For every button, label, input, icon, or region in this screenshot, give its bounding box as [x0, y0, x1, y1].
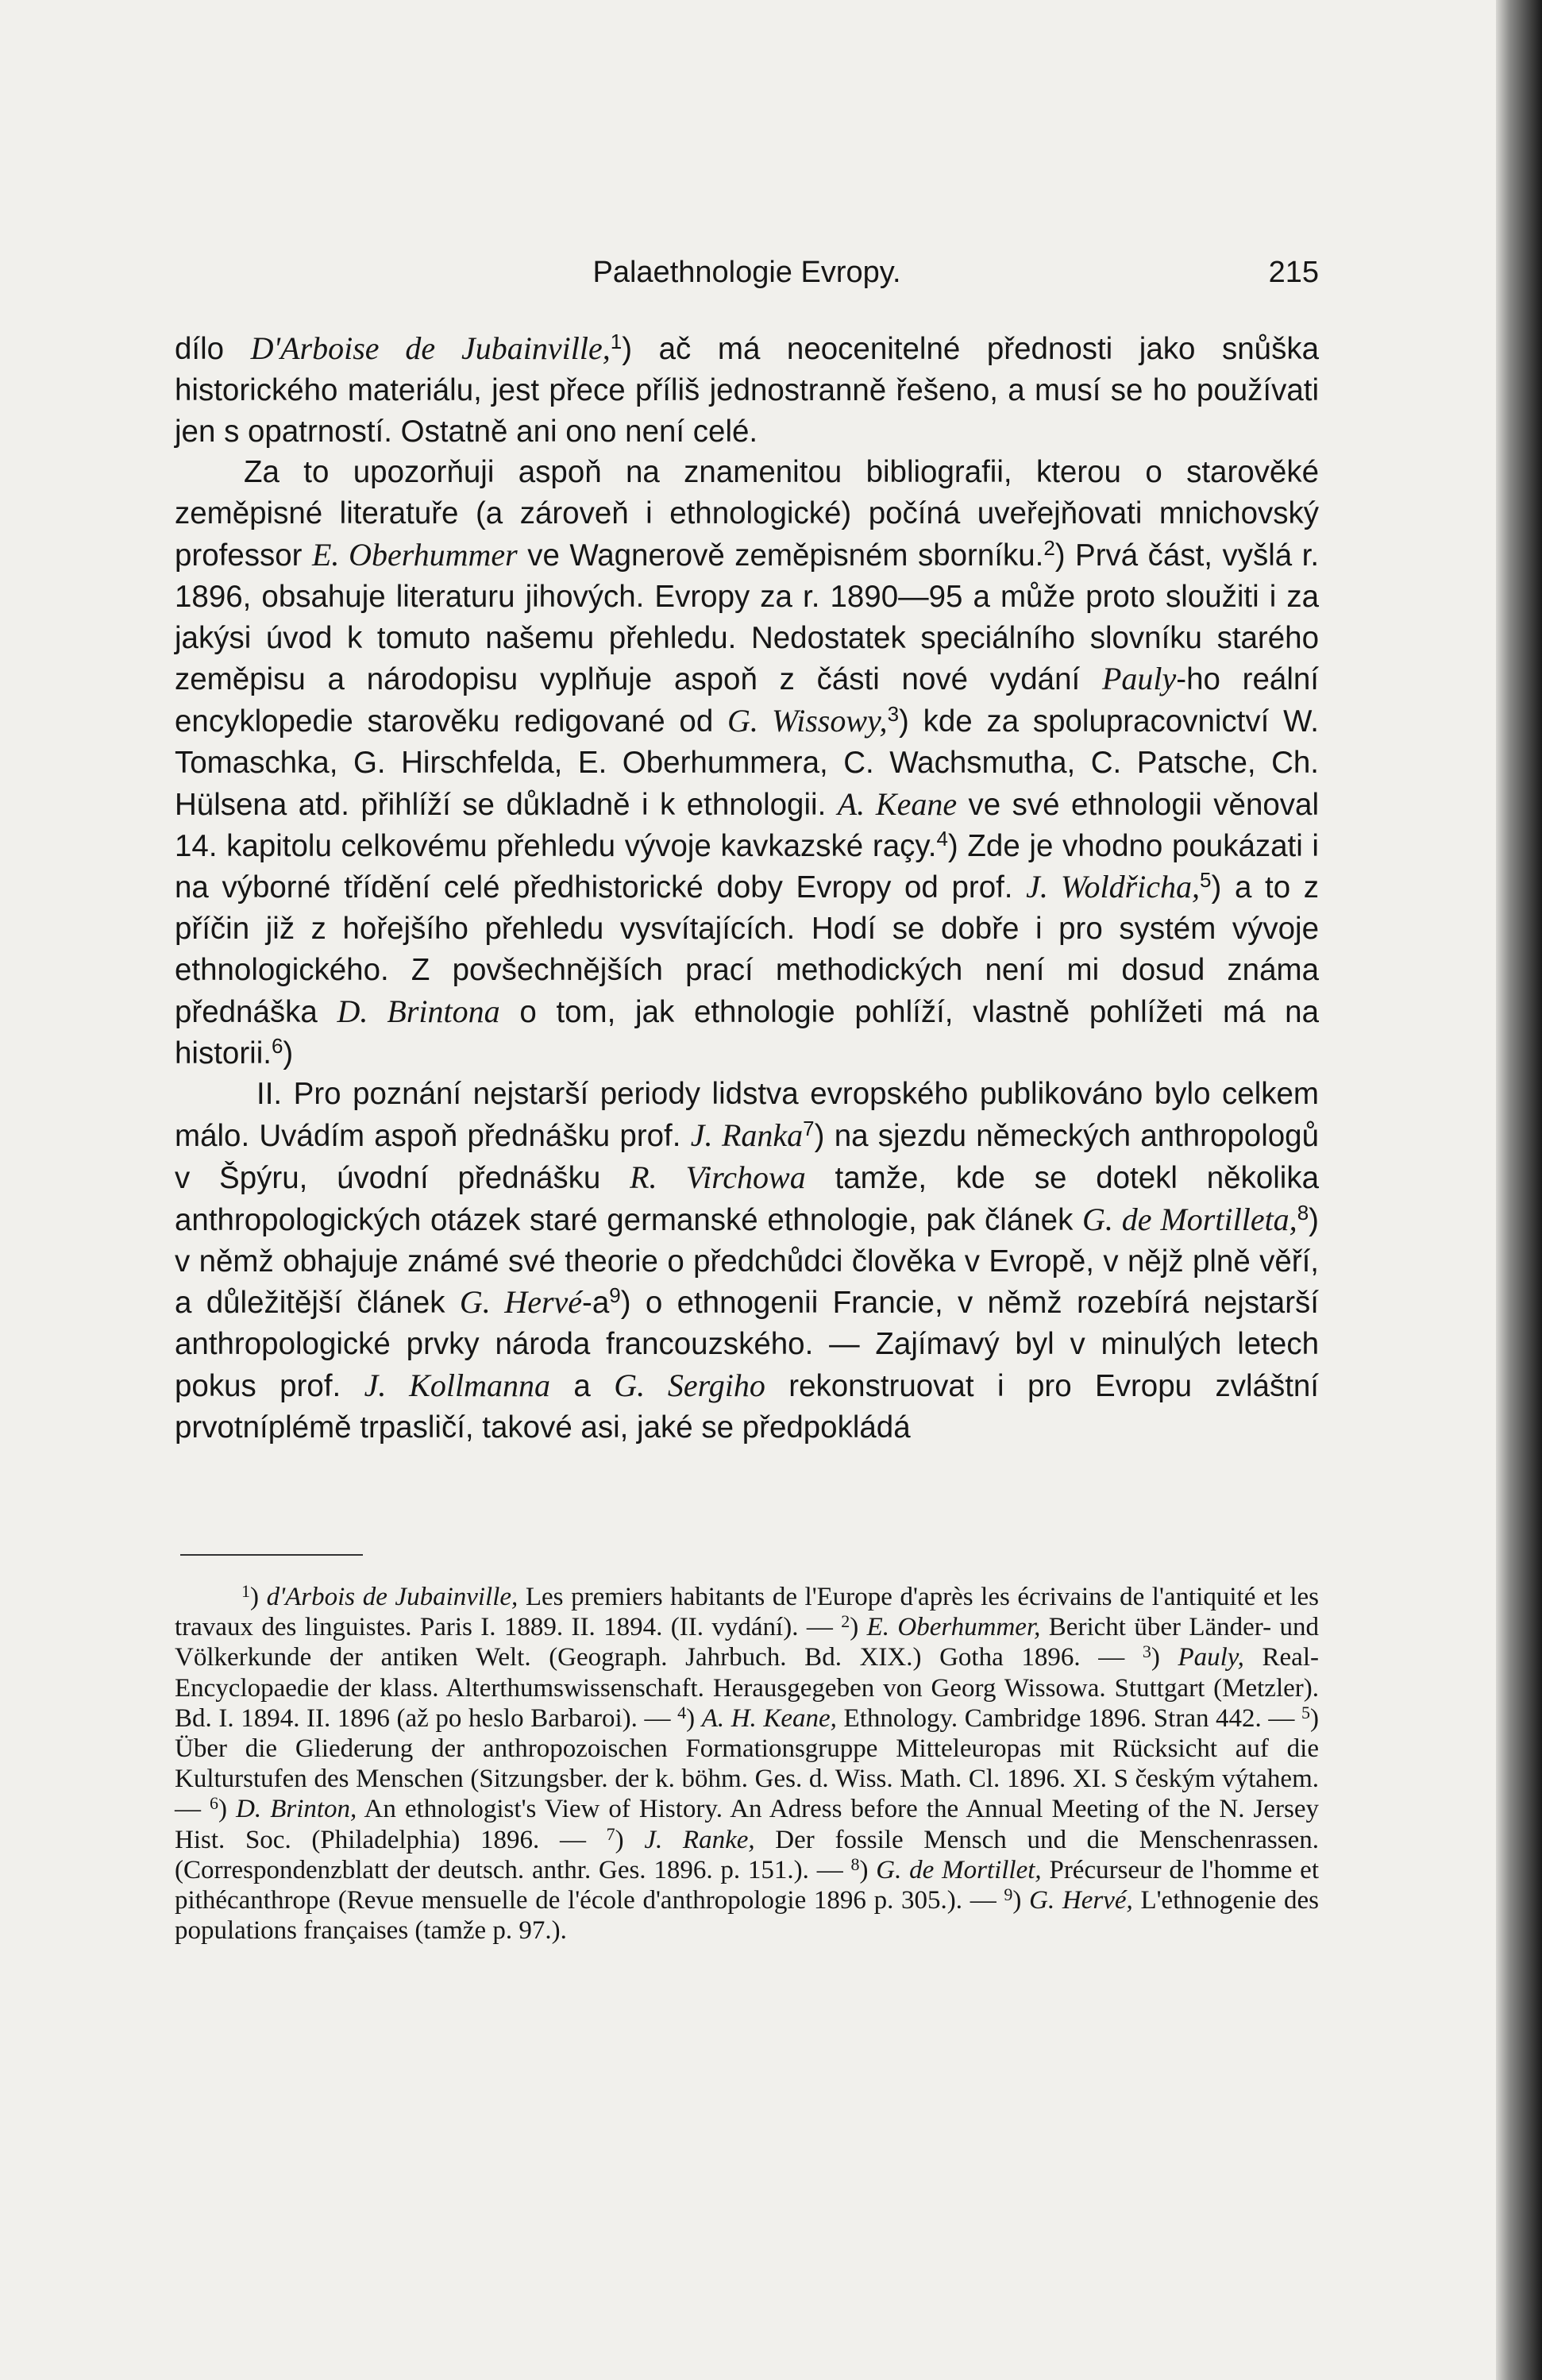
- page-header: [175, 256, 1319, 303]
- text-run: ) ač má neocenitelné přednosti jako snůška historického materiálu, jest přece příliš jednostranně řešeno, a musí se ho používati jen s opatrností. Ostatně ani ono není celé.: [175, 332, 1319, 449]
- text-run: Ethnology. Cambridge 1896. Stran 442. —: [836, 1703, 1302, 1733]
- text-run: ) Über die Gliederung der anthropozoischen Formationsgruppe Mitteleuropas mit Rücksicht auf die Kulturstufen des Menschen (Sitzungsber. der k. böhm. Ges. d. Wiss. Math. Cl. 1896. XI. S českým výtahem. —: [175, 1703, 1320, 1824]
- text-run: ve Wagnerově zeměpisném sborníku.: [517, 538, 1044, 573]
- footnote-ref: 3: [1142, 1641, 1151, 1662]
- footnote-ref: 5: [1301, 1702, 1311, 1722]
- text-run: ): [850, 1613, 867, 1642]
- italic-name: J. Ranka: [690, 1117, 804, 1154]
- text-run: An ethnologist's View of History. An Adress before the Annual Meeting of the N. Jersey Hist. Soc. (Philadelphia) 1896. —: [175, 1795, 1320, 1854]
- text-run: ) a to z příčin již z hořejšího přehledu vysvítajících. Hodí se dobře i pro systém vývoje ethnologického. Z povšechnějších prací methodických není mi dosud známa přednáška: [175, 870, 1320, 1029]
- footnote-ref: 1: [610, 330, 623, 353]
- text-run: Der fossile Mensch und die Menschenrassen. (Correspondenzblatt der deutsch. anthr. Ges. 1896. p. 151.). —: [175, 1825, 1319, 1884]
- footnote-ref: 9: [1004, 1884, 1013, 1905]
- text-run: tamže, kde se dotekl několika anthropologických otázek staré germanské ethnologie, pak článek: [175, 1160, 1320, 1237]
- text-run: -a: [582, 1286, 610, 1321]
- italic-name: D'Arboise de Jubainville,: [250, 330, 611, 366]
- text-run: L'ethnogenie des populations françaises (tamže p. 97.).: [175, 1886, 1320, 1946]
- text-run: ): [1012, 1886, 1030, 1915]
- italic-name: J. Woldřicha,: [1026, 869, 1201, 905]
- footnote-block: [175, 1582, 1319, 1946]
- text-run: ) na sjezdu německých anthropologů v Špýru, úvodní přednášku: [175, 1119, 1319, 1195]
- italic-name: Pauly: [1101, 661, 1177, 697]
- footnote-ref: 4: [936, 826, 948, 851]
- italic-name: D. Brintona: [337, 993, 500, 1029]
- italic-name: G. Sergiho: [614, 1367, 765, 1403]
- text-run: ): [283, 1036, 294, 1070]
- italic-name: J. Kollmanna: [364, 1367, 550, 1403]
- main-text: [175, 328, 1319, 1448]
- footnote-ref: 2: [841, 1611, 850, 1632]
- text-run: Bericht über Länder- und Völkerkunde der antiken Welt. (Geograph. Jahrbuch. Bd. XIX.) Gotha 1896. —: [175, 1613, 1320, 1672]
- text-run: a: [549, 1368, 615, 1403]
- text-run: ve své ethnologii věnoval 14. kapitolu celkovému přehledu vývoje kavkazské raçy.: [175, 787, 1320, 863]
- text-run: ) Zde je vhodno poukázati i na výborné třídění celé předhistorické doby Evropy od prof.: [175, 828, 1319, 905]
- footnote-ref: 2: [1043, 535, 1055, 560]
- text-run: o tom, jak ethnologie pohlíží, vlastně pohlížeti má na historii.: [175, 994, 1319, 1070]
- scan-border: [1496, 0, 1542, 2380]
- text-run: ) Prvá část, vyšlá r. 1896, obsahuje literaturu jihových. Evropy za r. 1890—95 a může proto sloužiti i za jakýsi úvod k tomuto našemu přehledu. Nedostatek speciálního slovníku starého zeměpisu a národopisu vyplňuje aspoň z části nové vydání: [175, 538, 1320, 697]
- italic-name: G. Hervé: [459, 1284, 583, 1321]
- text-run: ): [686, 1703, 702, 1733]
- text-run: ) o ethnogenii Francie, v němž rozebírá nejstarší anthropologické prvky národa francouzského. — Zajímavý byl v minulých letech pokus prof.: [175, 1286, 1319, 1403]
- footnote-ref: 8: [850, 1853, 860, 1874]
- italic-name: d'Arbois de Jubainville,: [266, 1583, 518, 1611]
- text-run: Real-Encyclopaedie der klass. Alterthumswissenschaft. Herausgegeben von Georg Wissowa. Stuttgart (Metzler). Bd. I. 1894. II. 1896 (až po heslo Barbaroi). —: [175, 1643, 1319, 1733]
- footnote-ref: 6: [210, 1793, 219, 1814]
- footnotes: [175, 1582, 1319, 1946]
- paragraph: [175, 1074, 1319, 1448]
- italic-name: G. Hervé,: [1029, 1886, 1133, 1915]
- text-run: -ho reální encyklopedie starověku redigované od: [175, 662, 1319, 739]
- footnote-ref: 7: [606, 1823, 615, 1844]
- italic-name: A. Keane: [837, 785, 958, 822]
- italic-name: G. de Mortilleta,: [1081, 1201, 1297, 1237]
- footnote-ref: 3: [887, 702, 900, 727]
- footnote-ref: 8: [1297, 1200, 1309, 1225]
- paragraph: [175, 452, 1319, 1074]
- footnote-ref: 9: [609, 1283, 621, 1308]
- text-run: ): [615, 1825, 645, 1854]
- italic-name: E. Oberhummer: [311, 536, 518, 573]
- italic-name: R. Virchowa: [630, 1159, 806, 1195]
- italic-name: D. Brinton,: [236, 1795, 357, 1824]
- text-run: ) kde za spolupracovnictví W. Tomaschka, G. Hirschfelda, E. Oberhummera, C. Wachsmutha, C. Patsche, Ch. Hülsena atd. přihlíží se důkladně i k ethnologii.: [175, 704, 1319, 822]
- text-run: Précurseur de l'homme et pithécanthrope (Revue mensuelle de l'école d'anthropologie 1896 p. 305.). —: [175, 1855, 1319, 1915]
- footnote-ref: 5: [1200, 868, 1212, 893]
- text-run: Za to upozorňuji aspoň na znamenitou bibliografii, kterou o starověké zeměpisné literatuře (a zároveň i ethnologické) počíná uveřejňovati mnichovský professor: [175, 455, 1319, 573]
- text-run: ): [859, 1855, 877, 1884]
- text-run: ): [1151, 1643, 1178, 1672]
- footnote-separator: [180, 1554, 363, 1556]
- text-run: ): [218, 1795, 237, 1824]
- text-run: rekonstruovat i pro Evropu zvláštní prvotníplémě trpasličí, takové asi, jaké se předpokládá: [175, 1368, 1320, 1445]
- italic-name: Pauly,: [1178, 1643, 1244, 1672]
- text-run: ) v němž obhajuje známé své theorie o předchůdci člověka v Evropě, v nějž plně věří, a důležitější článek: [175, 1202, 1319, 1321]
- footnote-ref: 1: [241, 1581, 250, 1601]
- italic-name: E. Oberhummer,: [866, 1613, 1041, 1642]
- paragraph: [175, 328, 1319, 452]
- italic-name: G. Wissowy,: [727, 703, 888, 739]
- footnote-ref: 6: [271, 1033, 283, 1058]
- running-title: Palaethnologie Evropy.: [592, 256, 901, 289]
- text-run: dílo: [175, 332, 251, 366]
- italic-name: G. de Mortillet,: [876, 1855, 1042, 1884]
- italic-name: A. H. Keane,: [701, 1703, 837, 1733]
- footnote-ref: 7: [803, 1117, 815, 1141]
- text-run: Les premiers habitants de l'Europe d'après les écrivains de l'antiquité et les travaux des linguistes. Paris I. 1889. II. 1894. (II. vydání). —: [175, 1583, 1319, 1642]
- italic-name: J. Ranke,: [644, 1825, 755, 1854]
- footnote-ref: 4: [677, 1702, 687, 1722]
- page-number: 215: [1268, 256, 1319, 289]
- text-run: II. Pro poznání nejstarší periody lidstva evropského publikováno bylo celkem málo. Uvádím aspoň přednášku prof.: [175, 1077, 1319, 1154]
- text-run: ): [250, 1583, 267, 1611]
